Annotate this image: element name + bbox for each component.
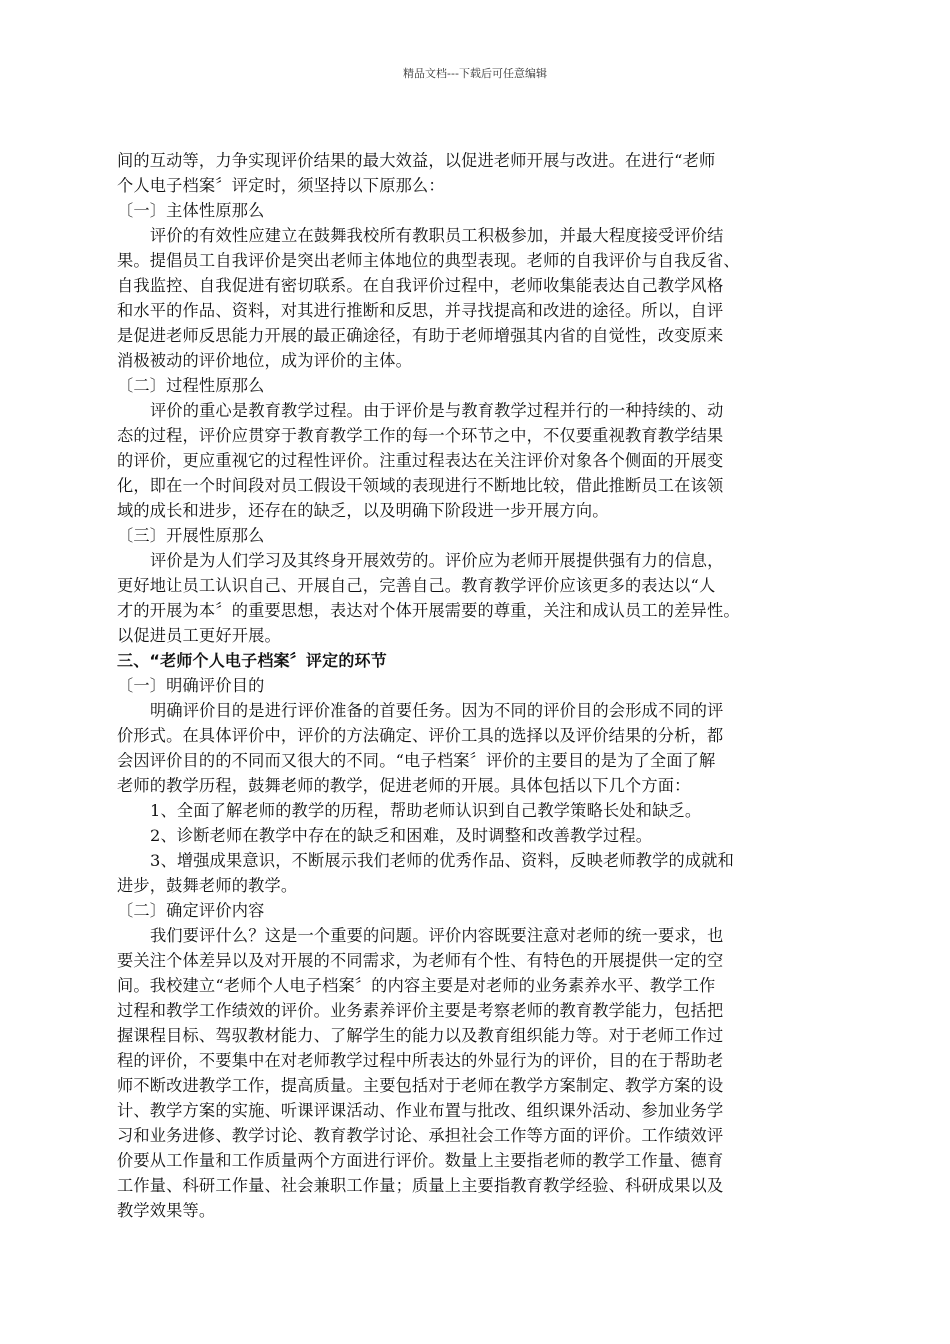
text-line: 我们要评什么？这是一个重要的问题。评价内容既要注意对老师的统一要求，也 bbox=[150, 926, 724, 945]
text-line: 更好地让员工认识自己、开展自己，完善自己。教育教学评价应该更多的表达以“人 bbox=[117, 576, 716, 595]
text-line: 习和业务进修、教学讨论、教育教学讨论、承担社会工作等方面的评价。工作绩效评 bbox=[117, 1126, 724, 1145]
text-line: 教学效果等。 bbox=[117, 1201, 216, 1220]
section-heading: 三、“老师个人电子档案〞评定的环节 bbox=[117, 651, 387, 670]
text-line: 间的互动等，力争实现评价结果的最大效益，以促进老师开展与改进。在进行“老师 bbox=[117, 151, 716, 170]
text-line: 2、诊断老师在教学中存在的缺乏和困难，及时调整和改善教学过程。 bbox=[150, 826, 653, 845]
text-line: 老师的教学历程，鼓舞老师的教学，促进老师的开展。具体包括以下几个方面： bbox=[117, 776, 691, 795]
text-line: 自我监控、自我促进有密切联系。在自我评价过程中，老师收集能表达自己教学风格 bbox=[117, 276, 724, 295]
text-line: 进步，鼓舞老师的教学。 bbox=[117, 876, 298, 895]
text-line: 握课程目标、驾驭教材能力、了解学生的能力以及教育组织能力等。对于老师工作过 bbox=[117, 1026, 724, 1045]
text-line: 程的评价，不要集中在对老师教学过程中所表达的外显行为的评价，目的在于帮助老 bbox=[117, 1051, 724, 1070]
text-line: 消极被动的评价地位，成为评价的主体。 bbox=[117, 351, 412, 370]
text-line: 工作量、科研工作量、社会兼职工作量；质量上主要指教育教学经验、科研成果以及 bbox=[117, 1176, 724, 1195]
text-line: 和水平的作品、资料，对其进行推断和反思，并寻找提高和改进的途径。所以，自评 bbox=[117, 301, 724, 320]
text-line: 以促进员工更好开展。 bbox=[117, 626, 281, 645]
page-header: 精品文档---下载后可任意编辑 bbox=[403, 67, 547, 80]
text-line: 1、全面了解老师的教学的历程，帮助老师认识到自己教学策略长处和缺乏。 bbox=[150, 801, 702, 820]
text-line: 〔二〕过程性原那么 bbox=[117, 376, 265, 395]
document-body bbox=[117, 148, 837, 1223]
text-line: 评价的重心是教育教学过程。由于评价是与教育教学过程并行的一种持续的、动 bbox=[150, 401, 724, 420]
text-line: 〔三〕开展性原那么 bbox=[117, 526, 265, 545]
text-line: 3、增强成果意识，不断展示我们老师的优秀作品、资料，反映老师教学的成就和 bbox=[150, 851, 735, 870]
text-line: 价形式。在具体评价中，评价的方法确定、评价工具的选择以及评价结果的分析，都 bbox=[117, 726, 724, 745]
text-line: 会因评价目的的不同而又很大的不同。“电子档案〞评价的主要目的是为了全面了解 bbox=[117, 751, 716, 770]
text-line: 果。提倡员工自我评价是突出老师主体地位的典型表现。老师的自我评价与自我反省、 bbox=[117, 251, 740, 270]
text-line: 的评价，更应重视它的过程性评价。注重过程表达在关注评价对象各个侧面的开展变 bbox=[117, 451, 724, 470]
text-line: 评价的有效性应建立在鼓舞我校所有教职员工积极参加，并最大程度接受评价结 bbox=[150, 226, 724, 245]
text-line: 间。我校建立“老师个人电子档案〞的内容主要是对老师的业务素养水平、教学工作 bbox=[117, 976, 716, 995]
text-line: 师不断改进教学工作，提高质量。主要包括对于老师在教学方案制定、教学方案的设 bbox=[117, 1076, 724, 1095]
text-line: 要关注个体差异以及对开展的不同需求，为老师有个性、有特色的开展提供一定的空 bbox=[117, 951, 724, 970]
text-line: 才的开展为本〞的重要思想，表达对个体开展需要的尊重，关注和成认员工的差异性。 bbox=[117, 601, 740, 620]
text-line: 价要从工作量和工作质量两个方面进行评价。数量上主要指老师的教学工作量、德育 bbox=[117, 1151, 724, 1170]
text-line: 〔一〕明确评价目的 bbox=[117, 676, 265, 695]
text-line: 过程和教学工作绩效的评价。业务素养评价主要是考察老师的教育教学能力，包括把 bbox=[117, 1001, 724, 1020]
text-line: 〔一〕主体性原那么 bbox=[117, 201, 265, 220]
text-line: 个人电子档案〞评定时，须坚持以下原那么： bbox=[117, 176, 445, 195]
text-line: 域的成长和进步，还存在的缺乏，以及明确下阶段进一步开展方向。 bbox=[117, 501, 609, 520]
text-line: 评价是为人们学习及其终身开展效劳的。评价应为老师开展提供强有力的信息， bbox=[150, 551, 724, 570]
text-line: 态的过程，评价应贯穿于教育教学工作的每一个环节之中，不仅要重视教育教学结果 bbox=[117, 426, 724, 445]
text-line: 计、教学方案的实施、听课评课活动、作业布置与批改、组织课外活动、参加业务学 bbox=[117, 1101, 724, 1120]
text-line: 是促进老师反思能力开展的最正确途径，有助于老师增强其内省的自觉性，改变原来 bbox=[117, 326, 724, 345]
text-line: 化，即在一个时间段对员工假设干领域的表现进行不断地比较，借此推断员工在该领 bbox=[117, 476, 724, 495]
text-line: 〔二〕确定评价内容 bbox=[117, 901, 265, 920]
text-line: 明确评价目的是进行评价准备的首要任务。因为不同的评价目的会形成不同的评 bbox=[150, 701, 724, 720]
